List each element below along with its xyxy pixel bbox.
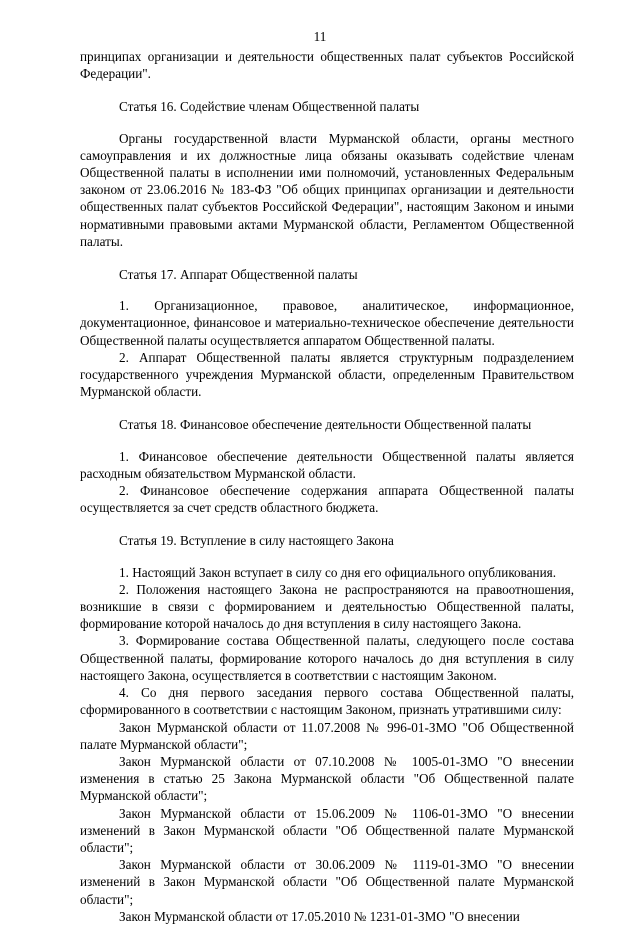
article-17-title: Статья 17. Аппарат Общественной палаты bbox=[119, 267, 358, 283]
repealed-law-item: Закон Мурманской области от 15.06.2009 № 1106-01-ЗМО "О внесении изменений в Закон Мурманской области "Об Общественной палате Мурманской области"; bbox=[80, 805, 574, 855]
article-19-title: Статья 19. Вступление в силу настоящего Закона bbox=[119, 533, 394, 549]
repealed-law-item: Закон Мурманской области от 30.06.2009 № 1119-01-ЗМО "О внесении изменений в Закон Мурманской области "Об Общественной палате Мурманской области"; bbox=[80, 857, 574, 907]
repealed-law-item: Закон Мурманской области от 07.10.2008 № 1005-01-ЗМО "О внесении изменения в статью 25 Закона Мурманской области "Об Общественной палате Мурманской области"; bbox=[80, 753, 574, 804]
article-17-paragraph-1: 1. Организационное, правовое, аналитическое, информационное, документационное, финансовое и материально-техническое обеспечение деятельности Общественной палаты осуществляется аппаратом Общественной палаты. bbox=[80, 298, 574, 348]
article-19-paragraph-2: 2. Положения настоящего Закона не распространяются на правоотношения, возникшие в связи с формированием и деятельностью Общественной палаты, формирование которой началось до дня вступления в силу настоящего Закона. bbox=[80, 581, 574, 632]
article-17-paragraph-2: 2. Аппарат Общественной палаты является структурным подразделением государственного учреждения Мурманской области, определенным Правительством Мурманской области. bbox=[80, 349, 574, 400]
intro-continuation: принципах организации и деятельности общественных палат субъектов Российской Федерации". bbox=[80, 49, 574, 82]
page-number: 11 bbox=[313, 29, 327, 44]
article-16-paragraph: Органы государственной власти Мурманской области, органы местного самоуправления и их должностные лица обязаны оказывать содействие членам Общественной палаты в исполнении ими полномочий, установленных Федеральным законом от 23.06.2016 № 183-ФЗ "Об общих принципах организации и деятельности общественных палат субъектов Российской Федерации", настоящим Законом и иными нормативными правовыми актами Мурманской области, Регламентом Общественной палаты. bbox=[80, 130, 574, 249]
article-16-title: Статья 16. Содействие членам Общественной палаты bbox=[119, 99, 420, 115]
article-19-paragraph-4: 4. Со дня первого заседания первого состава Общественной палаты, сформированного в соответствии с настоящим Законом, признать утратившими силу: bbox=[80, 685, 574, 718]
article-18-paragraph-1: 1. Финансовое обеспечение деятельности Общественной палаты является расходным обязательством Мурманской области. bbox=[80, 448, 574, 481]
article-19-paragraph-1: 1. Настоящий Закон вступает в силу со дня его официального опубликования. bbox=[119, 564, 557, 580]
article-19-paragraph-3: 3. Формирование состава Общественной палаты, следующего после состава Общественной палаты, формирование которого началось до дня вступления в силу настоящего Закона, осуществляется в соответствии с настоящим Законом. bbox=[80, 633, 574, 683]
document-body bbox=[80, 48, 574, 925]
repealed-law-item: Закон Мурманской области от 17.05.2010 № 1231-01-ЗМО "О внесении bbox=[119, 908, 520, 924]
repealed-law-item: Закон Мурманской области от 11.07.2008 № 996-01-ЗМО "Об Общественной палате Мурманской области"; bbox=[80, 719, 574, 752]
article-18-title: Статья 18. Финансовое обеспечение деятельности Общественной палаты bbox=[119, 417, 532, 433]
article-18-paragraph-2: 2. Финансовое обеспечение содержания аппарата Общественной палаты осуществляется за счет средств областного бюджета. bbox=[80, 483, 574, 516]
